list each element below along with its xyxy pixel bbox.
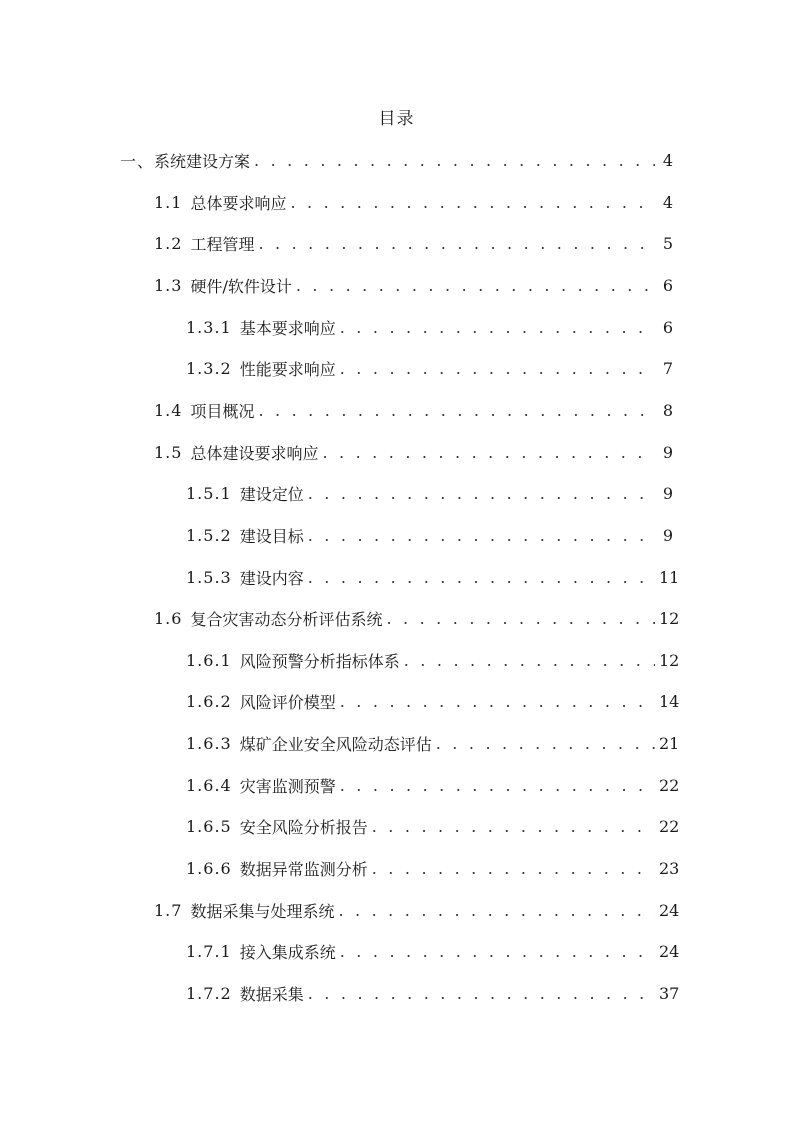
toc-entry[interactable] [154, 898, 680, 922]
toc-page-number: 23 [659, 858, 680, 878]
toc-entry-number: 1.6.5 [186, 816, 232, 836]
toc-leader-dots [308, 568, 655, 587]
toc-leader-dots [340, 318, 655, 337]
toc-leader-dots [372, 817, 655, 836]
toc-leader-dots [340, 359, 655, 378]
toc-entry-label: 安全风险分析报告 [239, 817, 368, 837]
toc-page-number: 22 [659, 775, 680, 795]
toc-entry-label: 工程管理 [190, 234, 255, 254]
toc-entry-number: 1.7 [154, 900, 183, 920]
toc-leader-dots [322, 443, 655, 462]
toc-entry-number: 1.5.2 [186, 525, 232, 545]
toc-entry[interactable] [186, 648, 680, 672]
toc-entry[interactable] [186, 356, 673, 380]
toc-entry-number: 1.5.3 [186, 567, 232, 587]
toc-entry[interactable] [154, 440, 673, 464]
toc-title: 目录 [378, 109, 415, 129]
toc-page-number: 12 [659, 650, 680, 670]
toc-leader-dots [258, 234, 655, 253]
toc-leader-dots [340, 942, 655, 961]
toc-page-number: 9 [662, 483, 673, 503]
toc-page-number: 6 [662, 275, 673, 295]
toc-entry-label: 总体要求响应 [190, 193, 287, 213]
toc-entry-number: 1.3 [154, 275, 183, 295]
toc-entry-label: 系统建设方案 [154, 151, 251, 171]
toc-page-number: 24 [659, 941, 680, 961]
toc-entry-number: 1.6.6 [186, 858, 232, 878]
toc-page-number: 37 [659, 983, 680, 1003]
toc-page-number: 9 [662, 442, 673, 462]
toc-entry[interactable] [154, 231, 673, 255]
toc-entry-label: 性能要求响应 [239, 359, 336, 379]
toc-leader-dots [308, 484, 655, 503]
toc-entry-label: 风险预警分析指标体系 [239, 651, 400, 671]
toc-entry-number: 1.3.2 [186, 358, 232, 378]
toc-page-number: 22 [659, 816, 680, 836]
toc-leader-dots [290, 193, 655, 212]
toc-entry-label: 总体建设要求响应 [190, 443, 319, 463]
toc-entry-number: 1.2 [154, 233, 183, 253]
toc-entry[interactable] [186, 939, 680, 963]
toc-entry-label: 风险评价模型 [239, 692, 336, 712]
toc-page-number: 12 [659, 608, 680, 628]
toc-leader-dots [340, 692, 655, 711]
toc-page-number: 4 [662, 192, 673, 212]
toc-entry-label: 数据采集 [239, 984, 304, 1004]
toc-page-number: 7 [662, 358, 673, 378]
toc-entry-number: 1.6.2 [186, 691, 232, 711]
toc-entry[interactable] [186, 565, 680, 589]
toc-entry-label: 项目概况 [190, 401, 255, 421]
toc-page-number: 9 [662, 525, 673, 545]
toc-entry[interactable] [186, 773, 680, 797]
toc-leader-dots [404, 651, 655, 670]
toc-entry[interactable] [154, 398, 673, 422]
toc-entry-number: 1.5 [154, 442, 183, 462]
toc-entry[interactable] [186, 689, 680, 713]
toc-entry[interactable] [186, 481, 673, 505]
toc-entry-number: 1.7.2 [186, 983, 232, 1003]
toc-leader-dots [258, 401, 655, 420]
toc-entry-label: 数据异常监测分析 [239, 859, 368, 879]
toc-leader-dots [296, 276, 655, 295]
toc-entry[interactable] [186, 731, 680, 755]
toc-page-number: 4 [662, 150, 673, 170]
toc-leader-dots [372, 859, 655, 878]
toc-entry[interactable] [186, 523, 673, 547]
toc-entry[interactable] [186, 981, 680, 1005]
toc-entry-label: 接入集成系统 [239, 942, 336, 962]
toc-leader-dots [308, 984, 655, 1003]
toc-leader-dots [308, 526, 655, 545]
toc-entry-number: 1.7.1 [186, 941, 232, 961]
toc-page-number: 5 [662, 233, 673, 253]
toc-entry-label: 建设定位 [239, 484, 304, 504]
toc-entry-label: 基本要求响应 [239, 318, 336, 338]
toc-entry[interactable] [186, 814, 680, 838]
toc-entry[interactable] [154, 606, 680, 630]
toc-entry-label: 煤矿企业安全风险动态评估 [239, 734, 432, 754]
toc-page-number: 24 [659, 900, 680, 920]
toc-leader-dots [436, 734, 655, 753]
toc-entry-number: 1.6.3 [186, 733, 232, 753]
toc-entry-number: 1.6.4 [186, 775, 232, 795]
toc-entry-label: 建设目标 [239, 526, 304, 546]
toc-entry-label: 数据采集与处理系统 [190, 901, 335, 921]
toc-page-number: 8 [662, 400, 673, 420]
toc-page-number: 21 [659, 733, 680, 753]
toc-leader-dots [386, 609, 655, 628]
toc-page-number: 14 [659, 691, 680, 711]
toc-entry-label: 硬件/软件设计 [190, 276, 292, 296]
toc-entry-label: 灾害监测预警 [239, 776, 336, 796]
toc-leader-dots [338, 901, 655, 920]
toc-entry-label: 建设内容 [239, 568, 304, 588]
toc-entry[interactable] [120, 148, 673, 172]
toc-entry[interactable] [186, 315, 673, 339]
toc-entry[interactable] [154, 190, 673, 214]
toc-leader-dots [254, 151, 655, 170]
toc-entry-number: 1.6 [154, 608, 183, 628]
toc-entry-number: 1.3.1 [186, 317, 232, 337]
toc-entry-label: 复合灾害动态分析评估系统 [190, 609, 383, 629]
toc-entry-number: 一、 [120, 151, 155, 171]
toc-entry[interactable] [186, 856, 680, 880]
toc-entry-number: 1.5.1 [186, 483, 232, 503]
toc-entry-number: 1.4 [154, 400, 183, 420]
toc-entry-number: 1.6.1 [186, 650, 232, 670]
toc-entry[interactable] [154, 273, 673, 297]
toc-page-number: 11 [659, 567, 680, 587]
toc-leader-dots [340, 776, 655, 795]
toc-page-number: 6 [662, 317, 673, 337]
toc-entry-number: 1.1 [154, 192, 183, 212]
